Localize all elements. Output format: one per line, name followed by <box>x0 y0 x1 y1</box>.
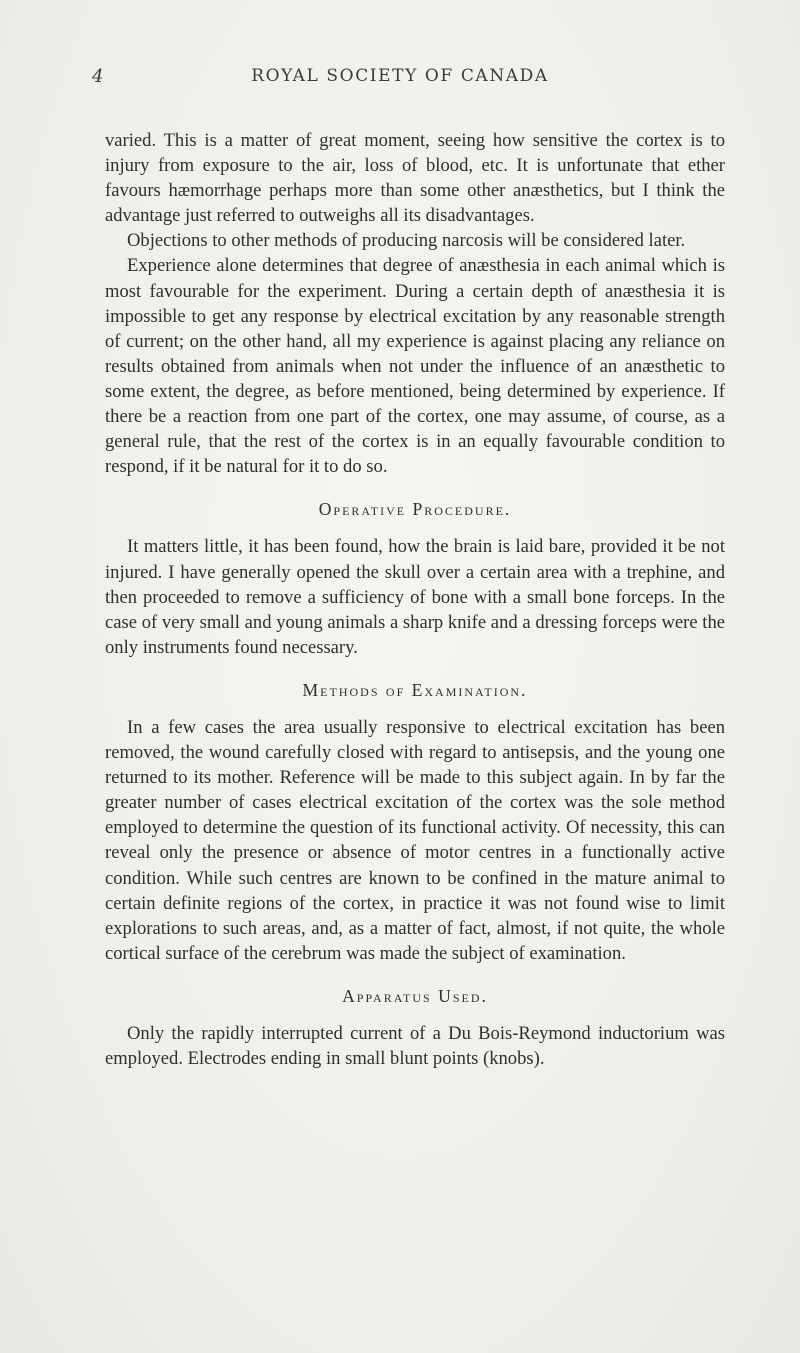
section-heading-apparatus-used: Apparatus Used. <box>342 985 488 1006</box>
section-heading-operative-procedure: Operative Procedure. <box>318 499 512 520</box>
paragraph-continued: varied. This is a matter of great moment, seeing how sensitive the cortex is to injury from exposure to the air, loss of blood, etc. It is unfortunate that ether favours hæmorrhage perhaps more than some other anæsthetics, but I think the advantage just referred to outweighs all its disadvantages. <box>105 130 725 227</box>
body-text <box>105 128 725 1071</box>
paragraph-methods-of-examination: In a few cases the area usually responsive to electrical excitation has been removed, the wound carefully closed with regard to antisepsis, and the young one returned to its mother. Reference will be made to this subject again. In by far the greater number of cases electrical excitation of the cortex was the sole method employed to determine the question of its functional activity. Of necessity, this can reveal only the presence or absence of motor centres in a functionally active condition. While such centres are known to be confined in the mature animal to certain definite regions of the cortex, in practice it was not found wise to limit explorations to such areas, and, as a matter of fact, almost, if not quite, the whole cortical surface of the cerebrum was made the subject of examination. <box>105 716 725 964</box>
paragraph-operative-procedure: It matters little, it has been found, how the brain is laid bare, provided it be not injured. I have generally opened the skull over a certain area with a trephine, and then proceeded to remove a sufficiency of bone with a small bone forceps. In the case of very small and young animals a sharp knife and a dressing forceps were the only instruments found necessary. <box>105 536 725 658</box>
paragraph-apparatus-used: Only the rapidly interrupted current of a Du Bois-Reymond inductorium was employed. Electrodes ending in small blunt points (knobs). <box>105 1023 725 1070</box>
page-header <box>0 66 800 96</box>
page-number: 4 <box>92 66 104 87</box>
section-heading-methods-of-examination: Methods of Examination. <box>302 679 528 700</box>
running-head: ROYAL SOCIETY OF CANADA <box>251 66 549 86</box>
paragraph-experience: Experience alone determines that degree of anæsthesia in each animal which is most favourable for the experiment. During a certain depth of anæsthesia it is impossible to get any response by electrical excitation by any reasonable strength of current; on the other hand, all my experience is against placing any reliance on results obtained from animals when not under the influence of an anæsthetic to some extent, the degree, as before mentioned, being determined by experience. If there be a reaction from one part of the cortex, one may assume, of course, as a general rule, that the rest of the cortex is in an equally favourable condition to respond, if it be natural for it to do so. <box>105 255 725 478</box>
paragraph-objections: Objections to other methods of producing narcosis will be considered later. <box>127 230 686 252</box>
